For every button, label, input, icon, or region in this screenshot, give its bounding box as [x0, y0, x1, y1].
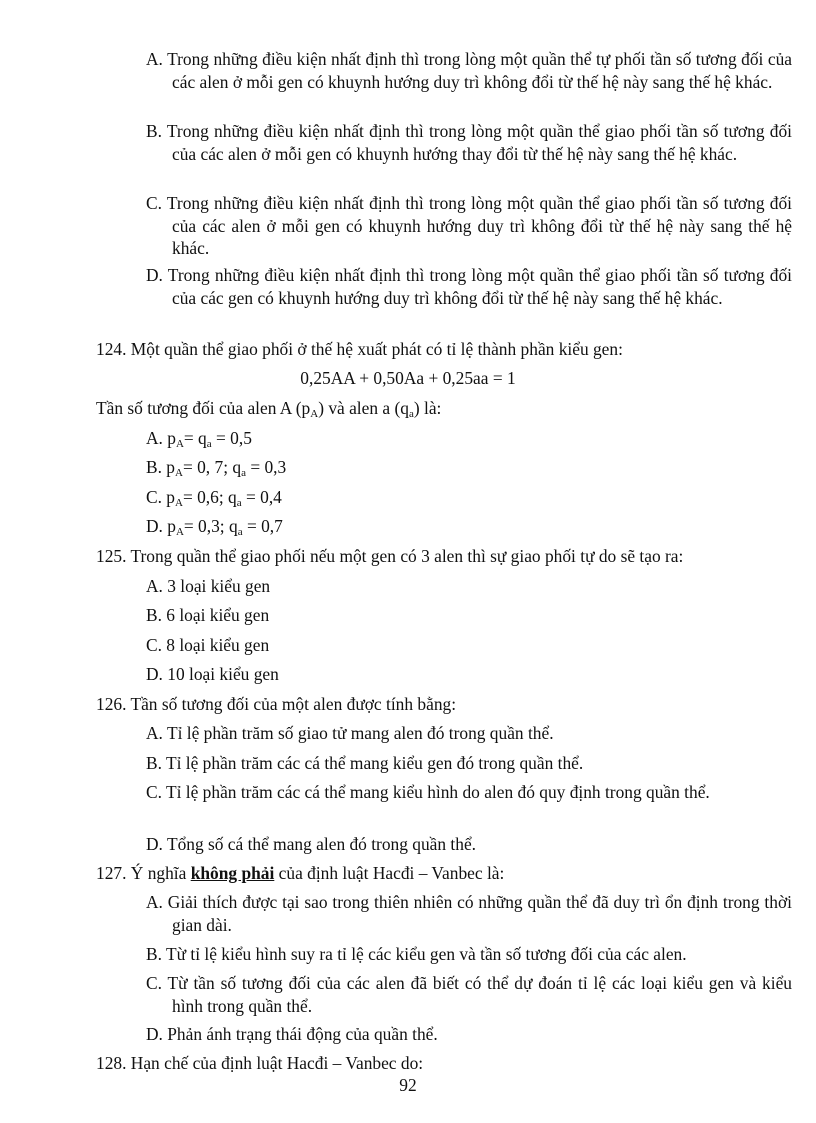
q127-emphasis: không phải — [190, 863, 275, 883]
q125-option-d: D. 10 loại kiểu gen — [146, 664, 279, 684]
q127-option-a: A. Giải thích được tại sao trong thiên nhiên có những quần thể đã duy trì ổn định trong thời gian dài. — [146, 892, 792, 935]
q124-option-b: B. $p_A= 0$, 7; $q_a = 0,3$ — [146, 457, 287, 479]
q127-option-c: C. Từ tần số tương đối của các alen đã biết có thể dự đoán tỉ lệ các loại kiểu gen và kiểu hình trong quần thể. — [146, 973, 792, 1016]
q124-option-d: D. $p_A= 0,3$; $q_a = 0,7$ — [146, 516, 283, 538]
q124-question: 124. Một quần thể giao phối ở thế hệ xuất phát có tỉ lệ thành phần kiểu gen: — [96, 339, 623, 359]
q124-option-c: C. $p_A= 0,6$; $q_a = 0,4$ — [146, 487, 282, 509]
q123-option-b: B. Trong những điều kiện nhất định thì trong lòng một quần thể giao phối tần số tương đối của các alen ở mỗi gen có khuynh hướng thay đổi từ thế hệ này sang thế hệ khác. — [146, 121, 792, 164]
q123-option-d: D. Trong những điều kiện nhất định thì trong lòng một quần thể giao phối tần số tương đối của các gen có khuynh hướng duy trì không đổi từ thế hệ này sang thế hệ khác. — [146, 265, 792, 308]
q127-option-d: D. Phản ánh trạng thái động của quần thể. — [146, 1024, 438, 1044]
q126-option-b: B. Tỉ lệ phần trăm các cá thể mang kiểu gen đó trong quần thể. — [146, 753, 584, 773]
page-number: 92 — [399, 1075, 417, 1095]
q125-option-c: C. 8 loại kiểu gen — [146, 635, 270, 655]
q127-option-b: B. Từ tỉ lệ kiểu hình suy ra tỉ lệ các kiểu gen và tần số tương đối của các alen. — [146, 944, 687, 964]
q127-question: 127. Ý nghĩa không phải của định luật Hacđi – Vanbec là: — [96, 863, 505, 883]
q125-option-b: B. 6 loại kiểu gen — [146, 605, 270, 625]
q123-option-c: C. Trong những điều kiện nhất định thì trong lòng một quần thể giao phối tần số tương đối của các alen ở mỗi gen có khuynh hướng duy trì không đổi từ thế hệ này sang thế hệ khác. — [146, 193, 792, 258]
q124-option-a: A. $p_A= q_a = 0,5$ — [146, 428, 252, 450]
q124-prompt: Tần số tương đối của alen A $(p_A)$ và alen a $(q_a)$ là: — [96, 398, 442, 420]
q125-question: 125. Trong quần thể giao phối nếu một gen có 3 alen thì sự giao phối tự do sẽ tạo ra: — [96, 546, 684, 566]
q125-option-a: A. 3 loại kiểu gen — [146, 576, 271, 596]
q126-option-d: D. Tổng số cá thể mang alen đó trong quần thể. — [146, 834, 477, 854]
q126-option-c: C. Tỉ lệ phần trăm các cá thể mang kiểu hình do alen đó quy định trong quần thể. — [146, 782, 710, 802]
q123-option-a: A. Trong những điều kiện nhất định thì trong lòng một quần thể tự phối tần số tương đối của các alen ở mỗi gen có khuynh hướng duy trì không đổi từ thế hệ này sang thế hệ khác. — [146, 49, 792, 92]
q128-question: 128. Hạn chế của định luật Hacđi – Vanbec do: — [96, 1053, 424, 1073]
q124-formula: 0,25AA + 0,50Aa + 0,25aa = 1 — [300, 368, 516, 388]
q126-question: 126. Tần số tương đối của một alen được tính bằng: — [96, 694, 457, 714]
q126-option-a: A. Tỉ lệ phần trăm số giao tử mang alen đó trong quần thể. — [146, 723, 554, 743]
